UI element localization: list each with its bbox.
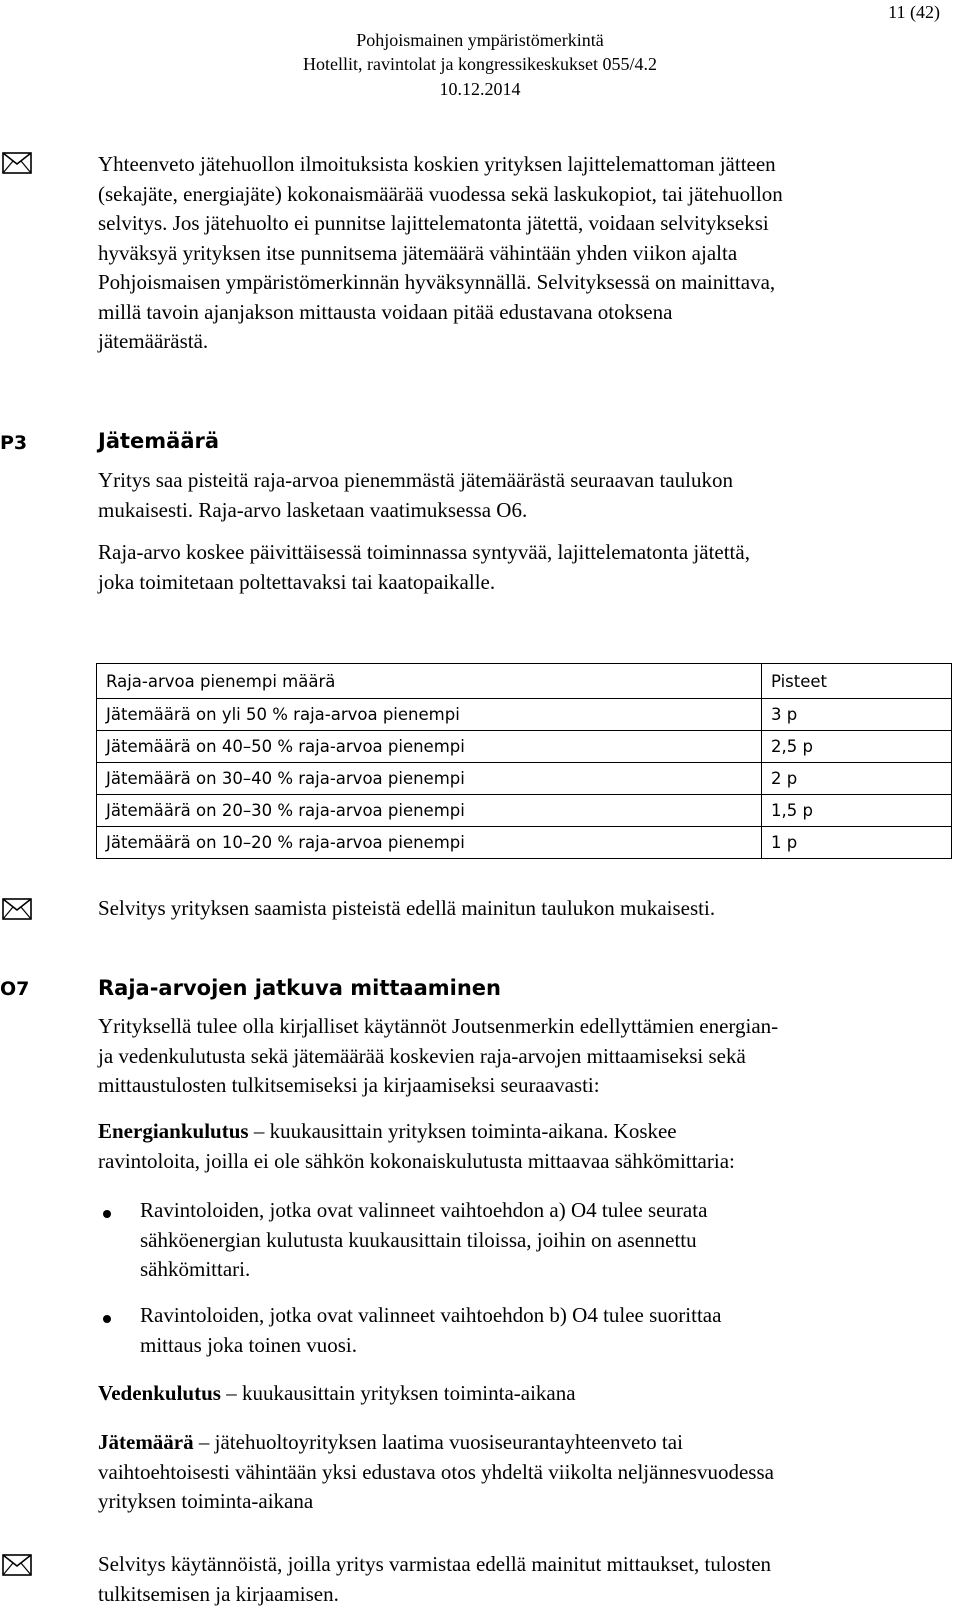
bullet-icon xyxy=(103,1210,111,1218)
table-cell: 2,5 p xyxy=(762,731,952,763)
text-line: millä tavoin ajanjakson mittausta voidaan pitää edustavana otoksena xyxy=(98,299,673,324)
envelope-icon xyxy=(2,1554,32,1576)
table-row xyxy=(97,827,952,859)
text-line: mittaus joka toinen vuosi. xyxy=(140,1332,357,1357)
points-table xyxy=(96,663,952,859)
text-line: vaihtoehtoisesti vähintään yksi edustava otos yhdeltä viikolta neljännesvuodessa xyxy=(98,1459,774,1484)
list-item xyxy=(140,1196,930,1285)
requirement-code-p3: P3 xyxy=(0,432,28,454)
o7-paragraph-1 xyxy=(98,1012,938,1101)
water-paragraph xyxy=(98,1379,938,1409)
text-line: hyväksyä yrityksen itse punnitsema jätemäärä vähintään yhden viikon ajalta xyxy=(98,240,738,265)
text-line: Pohjoismaisen ympäristömerkinnän hyväksynnällä. Selvityksessä on mainittava, xyxy=(98,270,776,294)
table-cell: Jätemäärä on 20–30 % raja-arvoa pienempi xyxy=(97,795,762,827)
list-item xyxy=(140,1301,930,1360)
o7-documentation-note xyxy=(98,1550,938,1609)
text-line: mukaisesti. Raja-arvo lasketaan vaatimuksessa O6. xyxy=(98,497,528,522)
table-cell: 1,5 p xyxy=(762,795,952,827)
energy-paragraph xyxy=(98,1117,938,1176)
section-title-o7: Raja-arvojen jatkuva mittaaminen xyxy=(98,976,501,1000)
bullet-icon xyxy=(103,1315,111,1323)
intro-paragraph xyxy=(98,150,938,357)
header-date: 10.12.2014 xyxy=(439,79,521,99)
text-span: – kuukausittain yrityksen toiminta-aikana. Koskee xyxy=(248,1119,677,1143)
text-line: Ravintoloiden, jotka ovat valinneet vaihtoehdon a) O4 tulee seurata xyxy=(140,1198,708,1222)
text-line xyxy=(98,1117,938,1147)
text-line: Raja-arvo koskee päivittäisessä toiminnassa syntyvää, lajittelematonta jätettä, xyxy=(98,540,750,564)
text-line: mittaustulosten tulkitsemiseksi ja kirjaamiseksi seuraavasti: xyxy=(98,1073,600,1097)
envelope-icon xyxy=(2,152,32,174)
table-header-row xyxy=(97,664,952,699)
energy-label: Energiankulutus xyxy=(98,1119,249,1143)
text-line: tulkitsemisen ja kirjaamisen. xyxy=(98,1581,339,1606)
text-line: sähkömittari. xyxy=(140,1257,251,1281)
column-header: Raja-arvoa pienempi määrä xyxy=(97,664,762,699)
waste-label: Jätemäärä xyxy=(98,1430,194,1454)
table-cell: Jätemäärä on yli 50 % raja-arvoa pienempi xyxy=(97,699,762,731)
text-line: joka toimitetaan poltettavaksi tai kaatopaikalle. xyxy=(98,569,496,594)
water-label: Vedenkulutus xyxy=(98,1381,221,1405)
table-cell: Jätemäärä on 10–20 % raja-arvoa pienempi xyxy=(97,827,762,859)
table-cell: 1 p xyxy=(762,827,952,859)
text-line: Ravintoloiden, jotka ovat valinneet vaihtoehdon b) O4 tulee suorittaa xyxy=(140,1303,722,1327)
text-line: Selvitys käytännöistä, joilla yritys varmistaa edellä mainitut mittaukset, tulosten xyxy=(98,1552,772,1576)
requirement-code-o7: O7 xyxy=(0,978,30,1000)
header-line-2: Hotellit, ravintolat ja kongressikeskukset 055/4.2 xyxy=(303,54,657,74)
text-line: ravintoloita, joilla ei ole sähkön kokonaiskulutusta mittaavaa sähkömittaria: xyxy=(98,1148,735,1173)
text-line: Yhteenveto jätehuollon ilmoituksista koskien yrityksen lajittelemattoman jätteen xyxy=(98,152,776,176)
text-line xyxy=(98,1428,938,1458)
waste-paragraph xyxy=(98,1428,938,1517)
table-cell: 2 p xyxy=(762,763,952,795)
table-row xyxy=(97,731,952,763)
text-line: yrityksen toiminta-aikana xyxy=(98,1489,314,1513)
text-line: Yritys saa pisteitä raja-arvoa pienemmästä jätemäärästä seuraavan taulukon xyxy=(98,468,733,492)
text-line: selvitys. Jos jätehuolto ei punnitse lajittelematonta jätettä, voidaan selvitykseksi xyxy=(98,211,769,235)
table-row xyxy=(97,763,952,795)
p3-paragraph-1 xyxy=(98,466,938,525)
table-row xyxy=(97,699,952,731)
text-line: ja vedenkulutusta sekä jätemäärää koskevien raja-arvojen mittaamiseksi sekä xyxy=(98,1043,746,1068)
text-line: Yrityksellä tulee olla kirjalliset käytännöt Joutsenmerkin edellyttämien energian- xyxy=(98,1014,779,1038)
text-line: (sekajäte, energiajäte) kokonaismäärää vuodessa sekä laskukopiot, tai jätehuollon xyxy=(98,181,783,206)
envelope-icon xyxy=(2,898,32,920)
p3-paragraph-2 xyxy=(98,538,938,597)
table-cell: Jätemäärä on 30–40 % raja-arvoa pienempi xyxy=(97,763,762,795)
table-row xyxy=(97,795,952,827)
text-span: – kuukausittain yrityksen toiminta-aikana xyxy=(220,1381,576,1405)
column-header: Pisteet xyxy=(762,664,952,699)
header-line-1: Pohjoismainen ympäristömerkintä xyxy=(356,30,604,50)
table-cell: Jätemäärä on 40–50 % raja-arvoa pienempi xyxy=(97,731,762,763)
text-line: sähköenergian kulutusta kuukausittain tiloissa, joihin on asennettu xyxy=(140,1227,697,1252)
text-span: – jätehuoltoyrityksen laatima vuosiseurantayhteenveto tai xyxy=(193,1430,683,1454)
p3-documentation-note: Selvitys yrityksen saamista pisteistä edellä mainitun taulukon mukaisesti. xyxy=(98,896,716,920)
table-cell: 3 p xyxy=(762,699,952,731)
text-line: jätemäärästä. xyxy=(98,329,209,353)
page-number: 11 (42) xyxy=(888,2,940,22)
section-title-p3: Jätemäärä xyxy=(98,429,220,453)
